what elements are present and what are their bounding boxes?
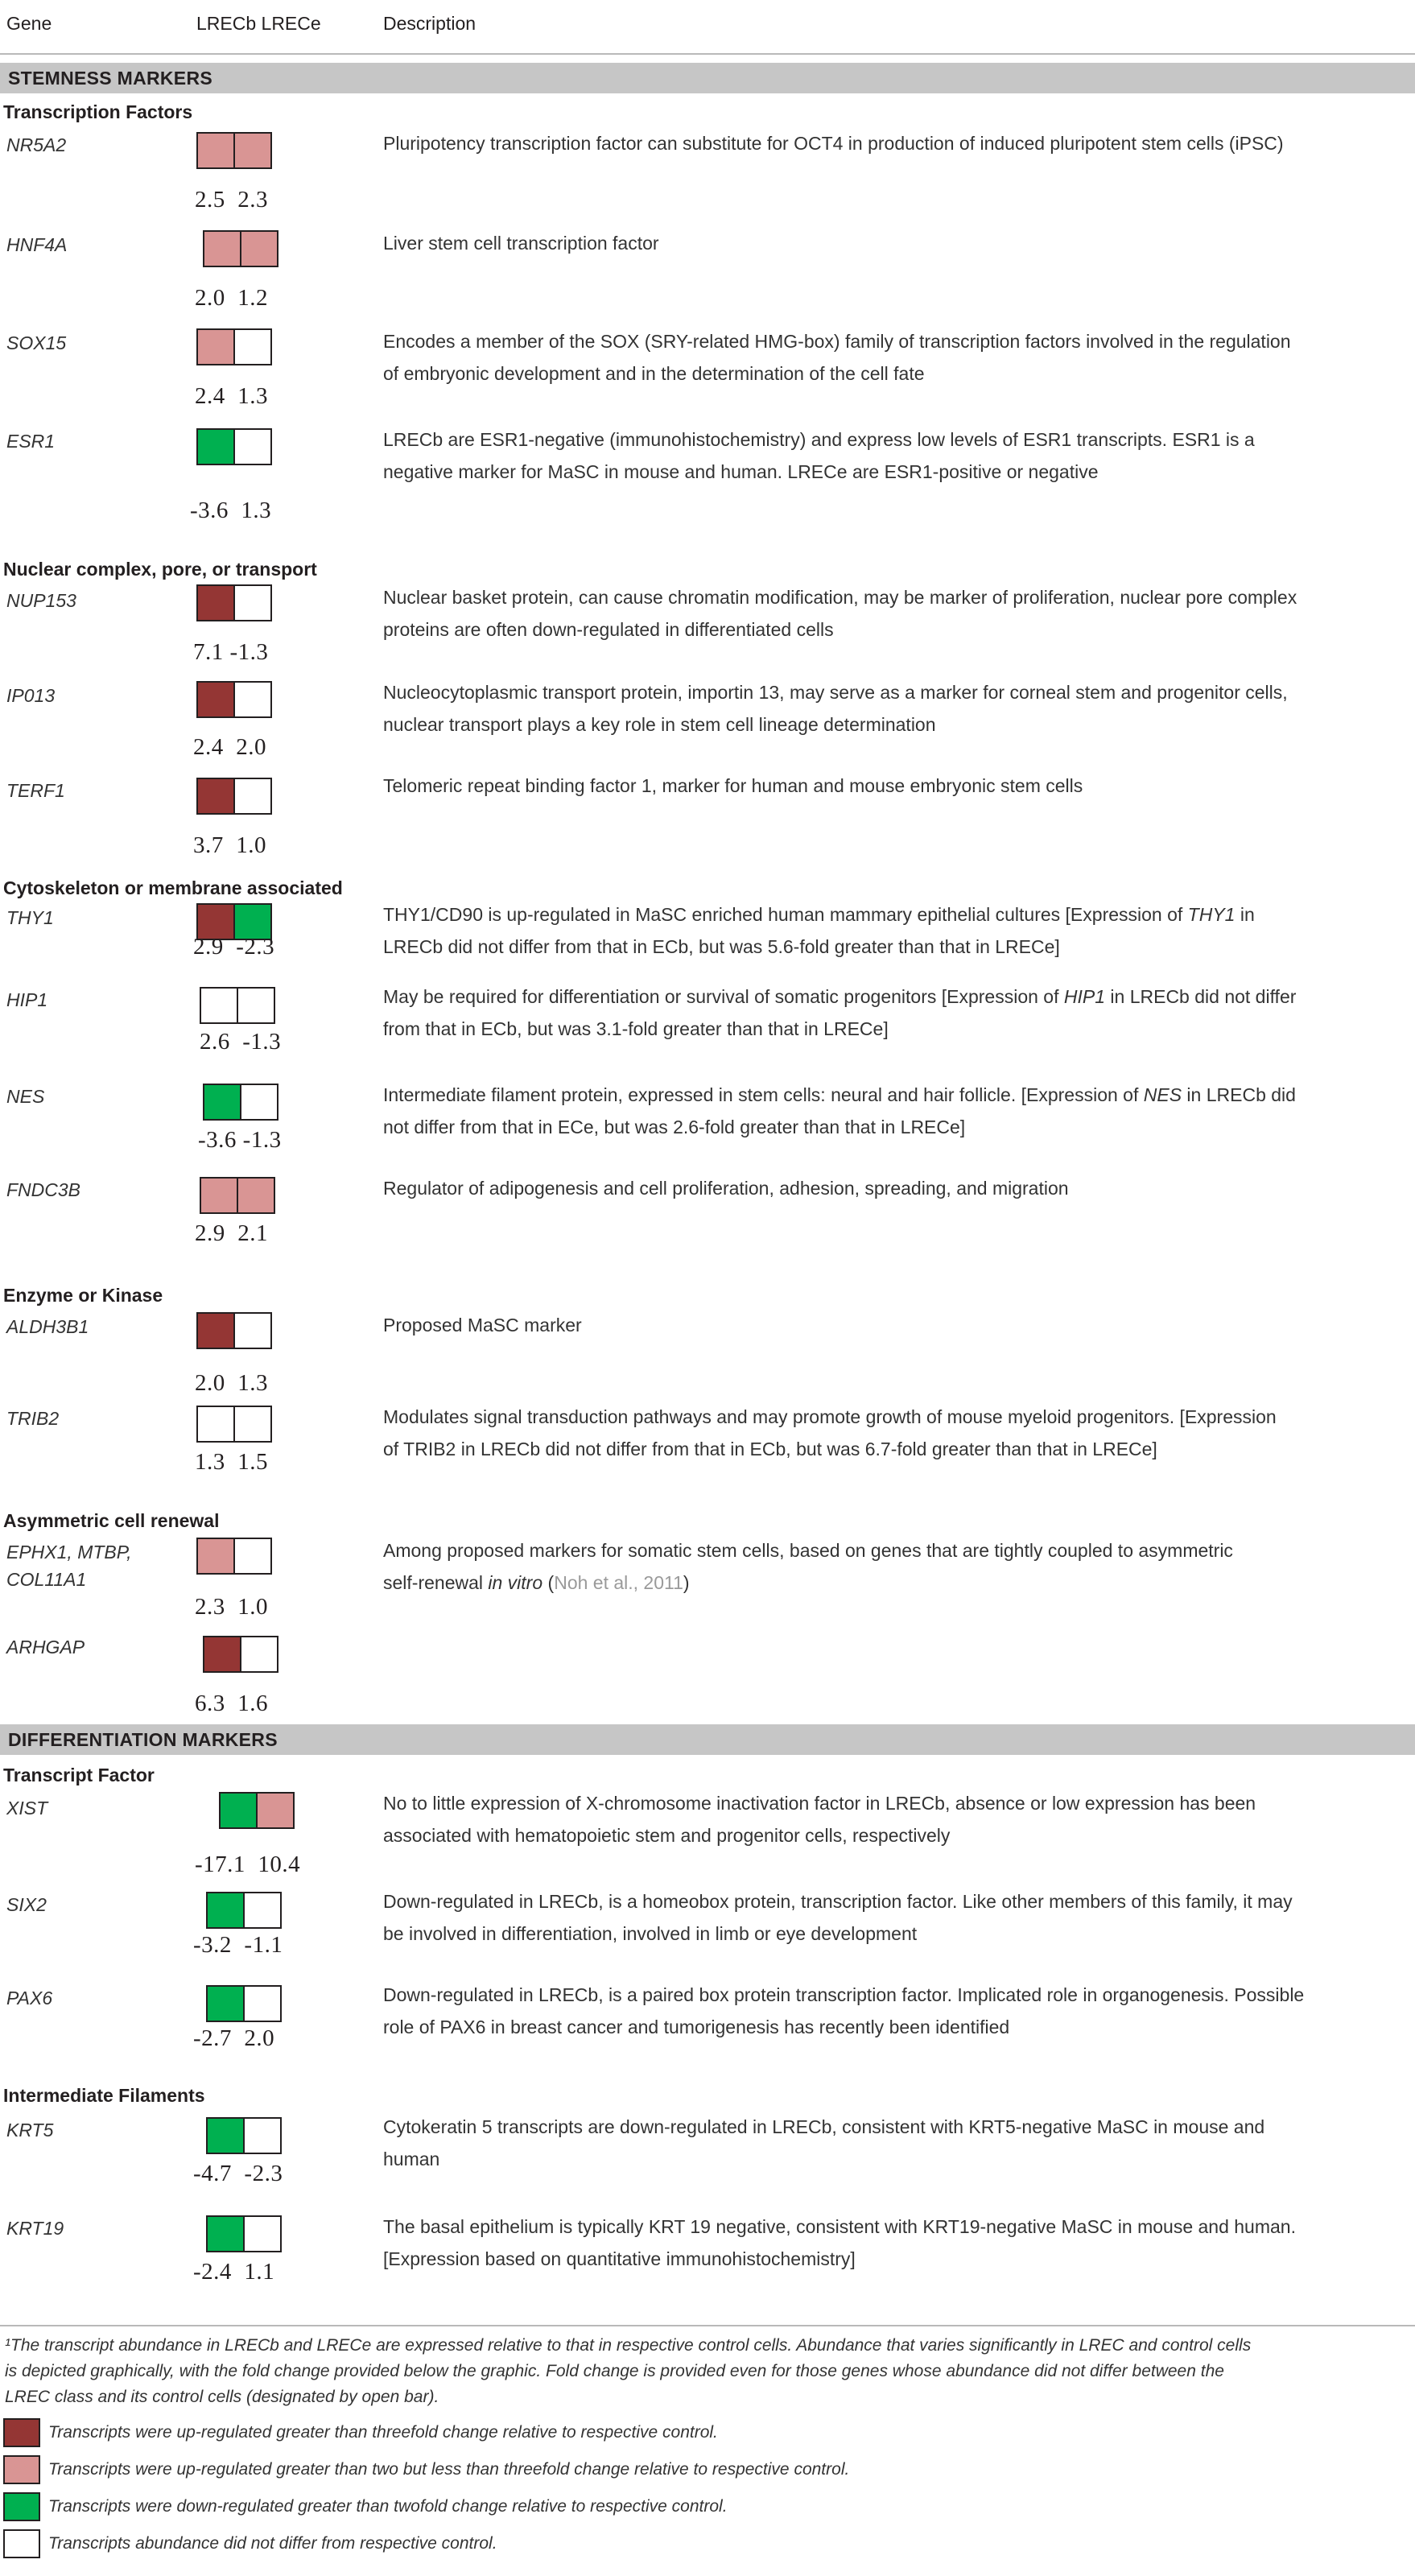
fold-change-values: 7.1 -1.3: [193, 639, 269, 665]
lrece-box: [240, 1636, 278, 1673]
column-header-lrec: LRECb LRECe: [196, 13, 321, 34]
footnote-line: ¹The transcript abundance in LRECb and LRECe are expressed relative to that in respective control cells. Abundance that varies significantly in LREC and control cells: [5, 2336, 1252, 2355]
description-line: LRECb did not differ from that in ECb, but was 5.6-fold greater than that in LRECe]: [383, 936, 1060, 957]
footnote-line: LREC class and its control cells (designated by open bar).: [5, 2388, 439, 2406]
gene-description: [383, 1172, 1412, 1204]
gene-description: [383, 770, 1412, 802]
gene-description: [383, 581, 1412, 646]
fold-change-values: 2.5 2.3: [195, 187, 268, 213]
gene-description: [383, 2211, 1412, 2275]
gene-name: PAX6: [6, 1988, 53, 2008]
lrece-box: [256, 1792, 295, 1829]
fold-change-graphic: [196, 132, 272, 169]
gene-description: [383, 1401, 1412, 1465]
fold-change-values: 6.3 1.6: [195, 1690, 268, 1716]
footnote-rule: [0, 2325, 1415, 2326]
description-line: Proposed MaSC marker: [383, 1315, 582, 1335]
description-line: proteins are often down-regulated in differentiated cells: [383, 619, 834, 640]
gene-name: NES: [6, 1086, 45, 1107]
lrece-box: [243, 1892, 282, 1929]
lrecb-box: [206, 1892, 245, 1929]
description-line: nuclear transport plays a key role in stem cell lineage determination: [383, 714, 936, 735]
fold-change-values: 2.0 1.2: [195, 285, 268, 311]
fold-change-graphic: [196, 328, 272, 365]
legend-text: Transcripts were down-regulated greater than twofold change relative to respective control.: [48, 2497, 728, 2516]
description-line: negative marker for MaSC in mouse and human. LRECe are ESR1-positive or negative: [383, 461, 1099, 482]
fold-change-graphic: [196, 428, 272, 465]
lrecb-box: [203, 1084, 241, 1121]
fold-change-values: 2.4 1.3: [195, 383, 268, 409]
description-line: Modulates signal transduction pathways and may promote growth of mouse myeloid progenitors. [Expression: [383, 1406, 1277, 1427]
lrecb-box: [196, 1538, 235, 1575]
lrecb-box: [206, 1985, 245, 2022]
fold-change-graphic: [196, 584, 272, 621]
gene-name: TRIB2: [6, 1408, 60, 1429]
description-line: Among proposed markers for somatic stem cells, based on genes that are tightly coupled to asymmetric: [383, 1540, 1233, 1561]
gene-name: NUP153: [6, 590, 76, 611]
description-line: not differ from that in ECe, but was 2.6-fold greater than that in LRECe]: [383, 1117, 966, 1137]
fold-change-values: 2.3 1.0: [195, 1594, 268, 1620]
legend-swatch: [3, 2418, 40, 2447]
gene-name: FNDC3B: [6, 1179, 81, 1200]
description-line: Nucleocytoplasmic transport protein, importin 13, may serve as a marker for corneal stem and progenitor cells,: [383, 682, 1288, 703]
fold-change-graphic: [203, 1636, 278, 1673]
fold-change-graphic: [206, 1892, 282, 1929]
fold-change-values: 2.9 -2.3: [193, 934, 275, 960]
gene-name: NR5A2: [6, 134, 67, 155]
legend-swatch: [3, 2492, 40, 2521]
fold-change-values: 1.3 1.5: [195, 1449, 268, 1475]
lrece-box: [233, 1312, 272, 1349]
fold-change-values: 3.7 1.0: [193, 832, 266, 858]
gene-description: [383, 1534, 1412, 1599]
description-line: self-renewal in vitro (Noh et al., 2011): [383, 1572, 690, 1593]
fold-change-values: -2.4 1.1: [193, 2259, 275, 2285]
gene-description: [383, 1079, 1412, 1143]
gene-name: HNF4A: [6, 234, 68, 255]
lrece-box: [233, 1406, 272, 1443]
description-line: Pluripotency transcription factor can substitute for OCT4 in production of induced pluripotent stem cells (iPSC): [383, 133, 1284, 154]
gene-description: [383, 676, 1412, 741]
footnote-line: is depicted graphically, with the fold change provided below the graphic. Fold change is provided even for those genes whose abundance did not differ between the: [5, 2362, 1224, 2380]
lrecb-box: [196, 778, 235, 815]
fold-change-values: 2.6 -1.3: [200, 1029, 282, 1055]
description-line: THY1/CD90 is up-regulated in MaSC enriched human mammary epithelial cultures [Expression of THY1 in: [383, 904, 1255, 925]
description-line: LRECb are ESR1-negative (immunohistochemistry) and express low levels of ESR1 transcripts. ESR1 is a: [383, 429, 1255, 450]
description-line: associated with hematopoietic stem and progenitor cells, respectively: [383, 1825, 951, 1846]
section-band-stemness: [0, 63, 1415, 93]
description-line: Down-regulated in LRECb, is a paired box protein transcription factor. Implicated role in organogenesis. Possible: [383, 1984, 1305, 2005]
lrece-box: [233, 778, 272, 815]
gene-name: ALDH3B1: [6, 1316, 89, 1337]
gene-description: [383, 227, 1412, 259]
gene-name: KRT5: [6, 2120, 54, 2140]
fold-change-graphic: [206, 2215, 282, 2252]
subhead-asymmetric-renewal: Asymmetric cell renewal: [3, 1510, 220, 1531]
description-line: Intermediate filament protein, expressed in stem cells: neural and hair follicle. [Expression of NES in LRECb did: [383, 1084, 1296, 1105]
lrece-box: [233, 328, 272, 365]
lrece-box: [237, 1177, 275, 1214]
gene-name: EPHX1, MTBP,: [6, 1542, 132, 1563]
gene-name: SOX15: [6, 332, 67, 353]
lrecb-box: [196, 1406, 235, 1443]
lrece-box: [240, 1084, 278, 1121]
lrece-box: [233, 681, 272, 718]
fold-change-graphic: [196, 1406, 272, 1443]
lrece-box: [233, 584, 272, 621]
gene-description: [383, 1885, 1412, 1950]
fold-change-values: 2.4 2.0: [193, 734, 266, 760]
gene-description: [383, 325, 1412, 390]
fold-change-values: 2.0 1.3: [195, 1370, 268, 1396]
column-header-description: Description: [383, 13, 476, 34]
lrecb-box: [196, 328, 235, 365]
description-line: Down-regulated in LRECb, is a homeobox protein, transcription factor. Like other members of this family, it may: [383, 1891, 1293, 1912]
section-title: STEMNESS MARKERS: [8, 68, 212, 89]
description-line: from that in ECb, but was 3.1-fold greater than that in LRECe]: [383, 1018, 889, 1039]
lrece-box: [233, 132, 272, 169]
legend-text: Transcripts were up-regulated greater than two but less than threefold change relative to respective control.: [48, 2460, 850, 2479]
gene-name-continued: COL11A1: [6, 1569, 87, 1590]
fold-change-values: -3.2 -1.1: [193, 1932, 283, 1958]
lrece-box: [233, 1538, 272, 1575]
lrecb-box: [196, 681, 235, 718]
gene-name: TERF1: [6, 780, 65, 801]
description-line: Cytokeratin 5 transcripts are down-regulated in LRECb, consistent with KRT5-negative MaSC in mouse and: [383, 2116, 1265, 2137]
description-line: No to little expression of X-chromosome inactivation factor in LRECb, absence or low expression has been: [383, 1793, 1256, 1814]
fold-change-graphic: [200, 987, 275, 1024]
legend-swatch: [3, 2455, 40, 2484]
fold-change-graphic: [203, 1084, 278, 1121]
lrece-box: [243, 2117, 282, 2154]
lrece-box: [237, 987, 275, 1024]
gene-description: [383, 127, 1412, 159]
gene-name: THY1: [6, 907, 54, 928]
gene-name: KRT19: [6, 2218, 64, 2239]
footnote: [5, 2333, 1412, 2410]
lrecb-box: [196, 132, 235, 169]
lrecb-box: [203, 230, 241, 267]
header-rule: [0, 53, 1415, 55]
subhead-transcript-factor: Transcript Factor: [3, 1765, 155, 1785]
description-line: Telomeric repeat binding factor 1, marker for human and mouse embryonic stem cells: [383, 775, 1083, 796]
legend-swatch: [3, 2529, 40, 2558]
lrece-box: [243, 2215, 282, 2252]
lrece-box: [243, 1985, 282, 2022]
lrecb-box: [219, 1792, 258, 1829]
gene-name: SIX2: [6, 1894, 47, 1915]
subhead-intermediate-filaments: Intermediate Filaments: [3, 2085, 205, 2106]
description-line: of TRIB2 in LRECb did not differ from that in ECb, but was 6.7-fold greater than that in LRECe]: [383, 1439, 1157, 1459]
gene-description: [383, 1979, 1412, 2043]
section-band-differentiation: [0, 1724, 1415, 1755]
description-line: human: [383, 2149, 440, 2169]
subhead-transcription-factors: Transcription Factors: [3, 101, 193, 122]
lrece-box: [240, 230, 278, 267]
description-line: May be required for differentiation or survival of somatic progenitors [Expression of HIP1 in LRECb did not differ: [383, 986, 1297, 1007]
fold-change-graphic: [196, 681, 272, 718]
section-title: DIFFERENTIATION MARKERS: [8, 1729, 278, 1750]
fold-change-graphic: [196, 1538, 272, 1575]
fold-change-graphic: [200, 1177, 275, 1214]
description-line: Encodes a member of the SOX (SRY-related HMG-box) family of transcription factors involved in the regulation: [383, 331, 1291, 352]
gene-description: [383, 1309, 1412, 1341]
lrecb-box: [200, 1177, 238, 1214]
gene-name: ESR1: [6, 431, 56, 452]
fold-change-values: 2.9 2.1: [195, 1220, 268, 1246]
gene-name: HIP1: [6, 989, 48, 1010]
gene-name: ARHGAP: [6, 1637, 85, 1657]
subhead-nuclear-complex: Nuclear complex, pore, or transport: [3, 559, 317, 580]
fold-change-graphic: [219, 1792, 295, 1829]
description-line: [Expression based on quantitative immunohistochemistry]: [383, 2248, 856, 2269]
description-line: role of PAX6 in breast cancer and tumorigenesis has recently been identified: [383, 2017, 1010, 2037]
gene-description: [383, 980, 1412, 1045]
description-line: of embryonic development and in the determination of the cell fate: [383, 363, 925, 384]
description-line: be involved in differentiation, involved in limb or eye development: [383, 1923, 918, 1944]
gene-name: IP013: [6, 685, 56, 706]
description-line: Regulator of adipogenesis and cell proliferation, adhesion, spreading, and migration: [383, 1178, 1069, 1199]
description-line: Nuclear basket protein, can cause chromatin modification, may be marker of proliferation, nuclear pore complex: [383, 587, 1297, 608]
lrecb-box: [196, 584, 235, 621]
fold-change-graphic: [196, 1312, 272, 1349]
fold-change-values: -2.7 2.0: [193, 2025, 275, 2051]
lrecb-box: [206, 2215, 245, 2252]
fold-change-values: -3.6 1.3: [190, 497, 272, 523]
gene-description: [383, 898, 1412, 963]
fold-change-graphic: [203, 230, 278, 267]
description-line: Liver stem cell transcription factor: [383, 233, 659, 254]
legend-text: Transcripts abundance did not differ from respective control.: [48, 2534, 497, 2553]
lrecb-box: [196, 1312, 235, 1349]
legend-text: Transcripts were up-regulated greater than threefold change relative to respective control.: [48, 2423, 718, 2442]
gene-description: [383, 1787, 1412, 1852]
gene-description: [383, 423, 1412, 488]
description-line: The basal epithelium is typically KRT 19 negative, consistent with KRT19-negative MaSC in mouse and human.: [383, 2216, 1296, 2237]
fold-change-values: -4.7 -2.3: [193, 2161, 283, 2186]
fold-change-values: -3.6 -1.3: [198, 1127, 282, 1153]
lrece-box: [233, 428, 272, 465]
fold-change-values: -17.1 10.4: [195, 1852, 301, 1877]
fold-change-graphic: [196, 778, 272, 815]
gene-name: XIST: [6, 1798, 48, 1818]
gene-description: [383, 2111, 1412, 2175]
lrecb-box: [196, 428, 235, 465]
lrecb-box: [206, 2117, 245, 2154]
column-header-gene: Gene: [6, 13, 52, 34]
fold-change-graphic: [206, 2117, 282, 2154]
fold-change-graphic: [206, 1985, 282, 2022]
lrecb-box: [200, 987, 238, 1024]
lrecb-box: [203, 1636, 241, 1673]
subhead-cytoskeleton: Cytoskeleton or membrane associated: [3, 877, 343, 898]
subhead-enzyme-kinase: Enzyme or Kinase: [3, 1285, 163, 1306]
